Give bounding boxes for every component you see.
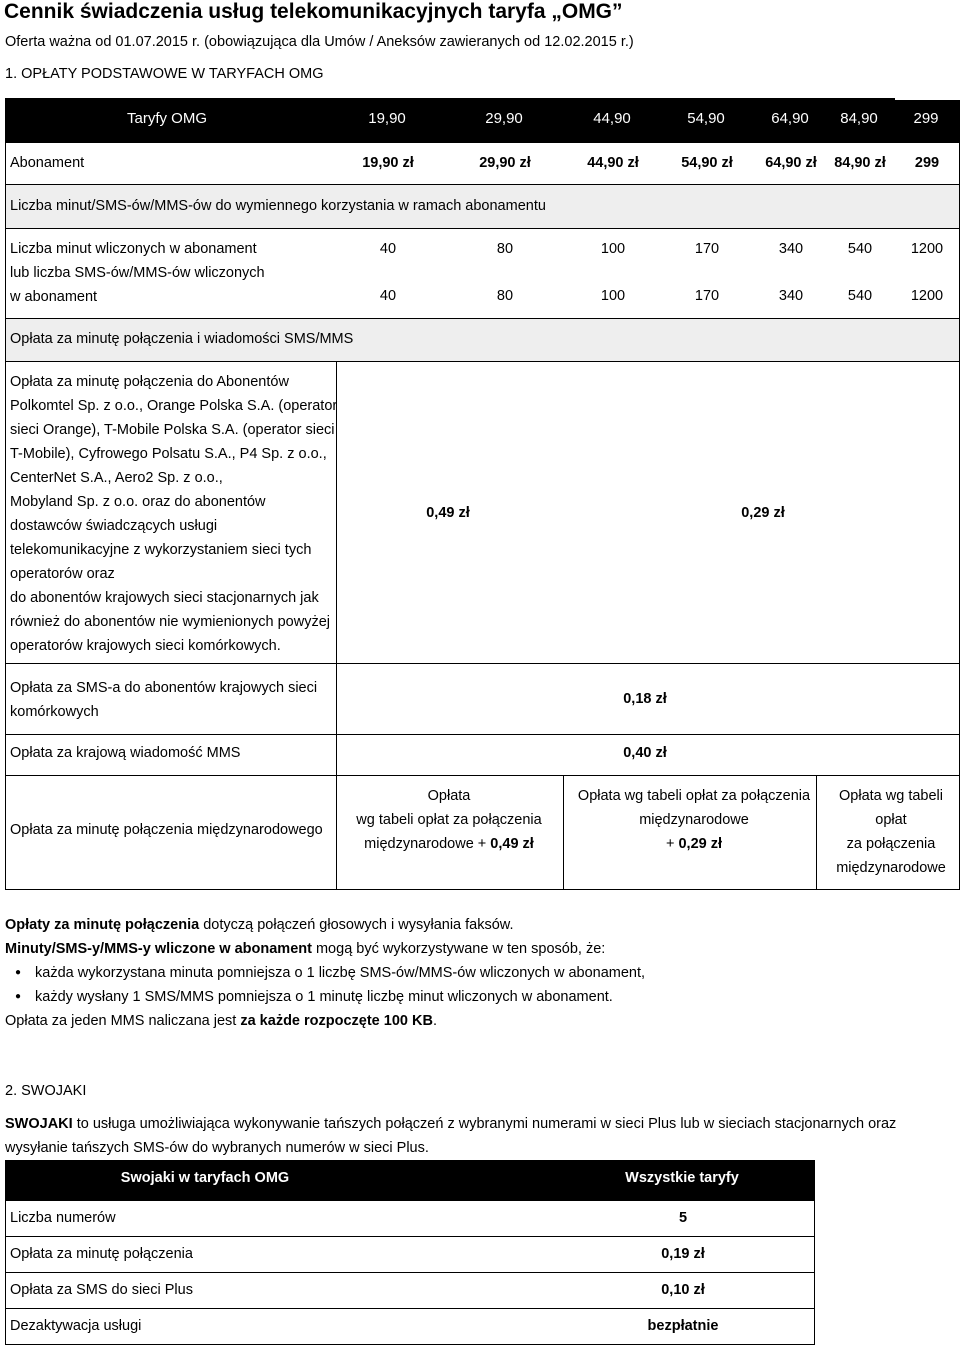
abonament-row	[5, 142, 960, 185]
international-call-row	[5, 775, 960, 890]
swojaki-row-label: Opłata za minutę połączenia	[10, 1246, 193, 1262]
table-row	[5, 1200, 815, 1237]
section1-heading: 1. OPŁATY PODSTAWOWE W TARYFACH OMG	[5, 66, 324, 82]
sms-value-7: 1200	[910, 288, 944, 304]
minutes-value-1: 40	[379, 241, 397, 257]
swojaki-header-col1: Swojaki w taryfach OMG	[120, 1170, 290, 1186]
sms-value-4: 170	[694, 288, 720, 304]
notes-block	[5, 913, 960, 1033]
intl-col1-line3: międzynarodowe + 0,49 zł	[364, 836, 534, 852]
tariffs-header-label: Taryfy OMG	[126, 110, 208, 127]
swojaki-row-value: 0,19 zł	[661, 1246, 705, 1262]
validity-note: Oferta ważna od 01.07.2015 r. (obowiązująca dla Umów / Aneksów zawieranych od 12.02.2015 r.)	[5, 34, 634, 50]
international-call-label: Opłata za minutę połączenia międzynarodowego	[10, 822, 323, 838]
international-col-3: Opłata wg tabeli opłat za połączenia międzynarodowe	[836, 788, 946, 876]
units-heading: Liczba minut/SMS-ów/MMS-ów do wymiennego korzystania w ramach abonamentu	[10, 198, 546, 214]
mms-fee-row	[5, 734, 960, 776]
section2-heading: 2. SWOJAKI	[5, 1083, 87, 1099]
minutes-value-6: 540	[847, 241, 873, 257]
swojaki-description: SWOJAKI to usługa umożliwiająca wykonywanie tańszych połączeń z wybranymi numerami w sieci Plus lub w sieciach stacjonarnych oraz wysyłanie tańszych SMS-ów do wybranych numerów w sieci Plus.	[5, 1116, 897, 1156]
table-row	[5, 1272, 815, 1309]
swojaki-row-value: 5	[678, 1210, 688, 1226]
tariff-col-6: 84,90	[840, 110, 878, 127]
domestic-call-row	[5, 361, 960, 664]
international-col-1: Opłata wg tabeli opłat za połączenia międzynarodowe + 0,49 zł	[356, 784, 541, 856]
swojaki-header-col2: Wszystkie taryfy	[625, 1170, 739, 1186]
abonament-value-2: 29,90 zł	[479, 155, 531, 171]
list-item: ● każdy wysłany 1 SMS/MMS pomniejsza o 1 minutę liczbę minut wliczonych w abonament.	[35, 985, 960, 1009]
abonament-label: Abonament	[10, 155, 85, 171]
tariff-col-3: 44,90	[593, 110, 631, 127]
domestic-call-label: Opłata za minutę połączenia do Abonentów Polkomtel Sp. z o.o., Orange Polska S.A. (operator sieci Orange), T-Mobile Polska S.A. (operator sieci T-Mobile), Cyfrowego Polsatu S.A., P4 Sp. z o.o., CenterNet S.A., Aero2 Sp. z o.o., Mobyland Sp. z o.o. oraz do abonentów dostawców świadczących usługi telekomunikacyjne z wykorzystaniem sieci tych operatorów oraz do abonentów krajowych sieci stacjonarnych jak również do abonentów nie wymienionych powyżej operatorów krajowych sieci komórkowych.	[10, 374, 338, 654]
domestic-call-value-b: 0,29 zł	[741, 505, 785, 521]
mms-fee-value: 0,40 zł	[623, 745, 667, 761]
page-title: Cennik świadczenia usług telekomunikacyjnych taryfa „OMG”	[4, 0, 623, 23]
tariff-col-7: 299	[913, 110, 939, 127]
included-rules-list	[5, 961, 960, 1009]
call-heading: Opłata za minutę połączenia i wiadomości SMS/MMS	[10, 331, 354, 347]
sms-value-6: 540	[847, 288, 873, 304]
note-mms: Opłata za jeden MMS naliczana jest za każde rozpoczęte 100 KB.	[5, 1013, 437, 1029]
swojaki-header-row	[5, 1160, 960, 1200]
swojaki-row-label: Dezaktywacja usługi	[10, 1318, 142, 1334]
swojaki-row-value: 0,10 zł	[661, 1282, 705, 1298]
units-heading-row	[5, 184, 960, 229]
abonament-value-1: 19,90 zł	[362, 155, 414, 171]
swojaki-row-label: Liczba numerów	[10, 1210, 116, 1226]
sms-value-1: 40	[379, 288, 397, 304]
tariff-col-1: 19,90	[368, 110, 406, 127]
note-included: Minuty/SMS-y/MMS-y wliczone w abonament mogą być wykorzystywane w ten sposób, że:	[5, 941, 606, 957]
minutes-value-2: 80	[496, 241, 514, 257]
sms-value-2: 80	[496, 288, 514, 304]
minutes-value-7: 1200	[910, 241, 944, 257]
note-calls: Opłaty za minutę połączenia dotyczą połączeń głosowych i wysyłania faksów.	[5, 917, 514, 933]
sms-fee-row	[5, 663, 960, 735]
included-units-label: Liczba minut wliczonych w abonament lub liczba SMS-ów/MMS-ów wliczonych w abonament	[10, 241, 265, 305]
minutes-value-4: 170	[694, 241, 720, 257]
domestic-call-value-a: 0,49 zł	[426, 505, 470, 521]
abonament-value-6: 84,90 zł	[834, 155, 886, 171]
sms-value-3: 100	[600, 288, 626, 304]
abonament-value-7: 299	[914, 155, 940, 171]
table-row	[5, 1236, 815, 1273]
minutes-value-5: 340	[778, 241, 804, 257]
abonament-value-4: 54,90 zł	[681, 155, 733, 171]
list-item: ● każda wykorzystana minuta pomniejsza o 1 liczbę SMS-ów/MMS-ów wliczonych w abonament,	[35, 961, 960, 985]
sms-fee-value: 0,18 zł	[623, 691, 667, 707]
tariff-col-2: 29,90	[485, 110, 523, 127]
tariff-col-5: 64,90	[771, 110, 809, 127]
sms-fee-label: Opłata za SMS-a do abonentów krajowych sieci komórkowych	[10, 680, 318, 720]
swojaki-row-value: bezpłatnie	[647, 1318, 719, 1334]
sms-value-5: 340	[778, 288, 804, 304]
abonament-value-5: 64,90 zł	[765, 155, 817, 171]
minutes-value-3: 100	[600, 241, 626, 257]
abonament-value-3: 44,90 zł	[587, 155, 639, 171]
included-units-row	[5, 228, 960, 319]
swojaki-row-label: Opłata za SMS do sieci Plus	[10, 1282, 193, 1298]
tariff-col-4: 54,90	[687, 110, 725, 127]
intl-col2-line3: + 0,29 zł	[665, 836, 723, 852]
international-col-2: Opłata wg tabeli opłat za połączenia międzynarodowe + 0,29 zł	[578, 784, 810, 856]
mms-fee-label: Opłata za krajową wiadomość MMS	[10, 745, 241, 761]
tariffs-header-row	[5, 98, 960, 142]
table-row	[5, 1308, 815, 1345]
call-heading-row	[5, 318, 960, 362]
